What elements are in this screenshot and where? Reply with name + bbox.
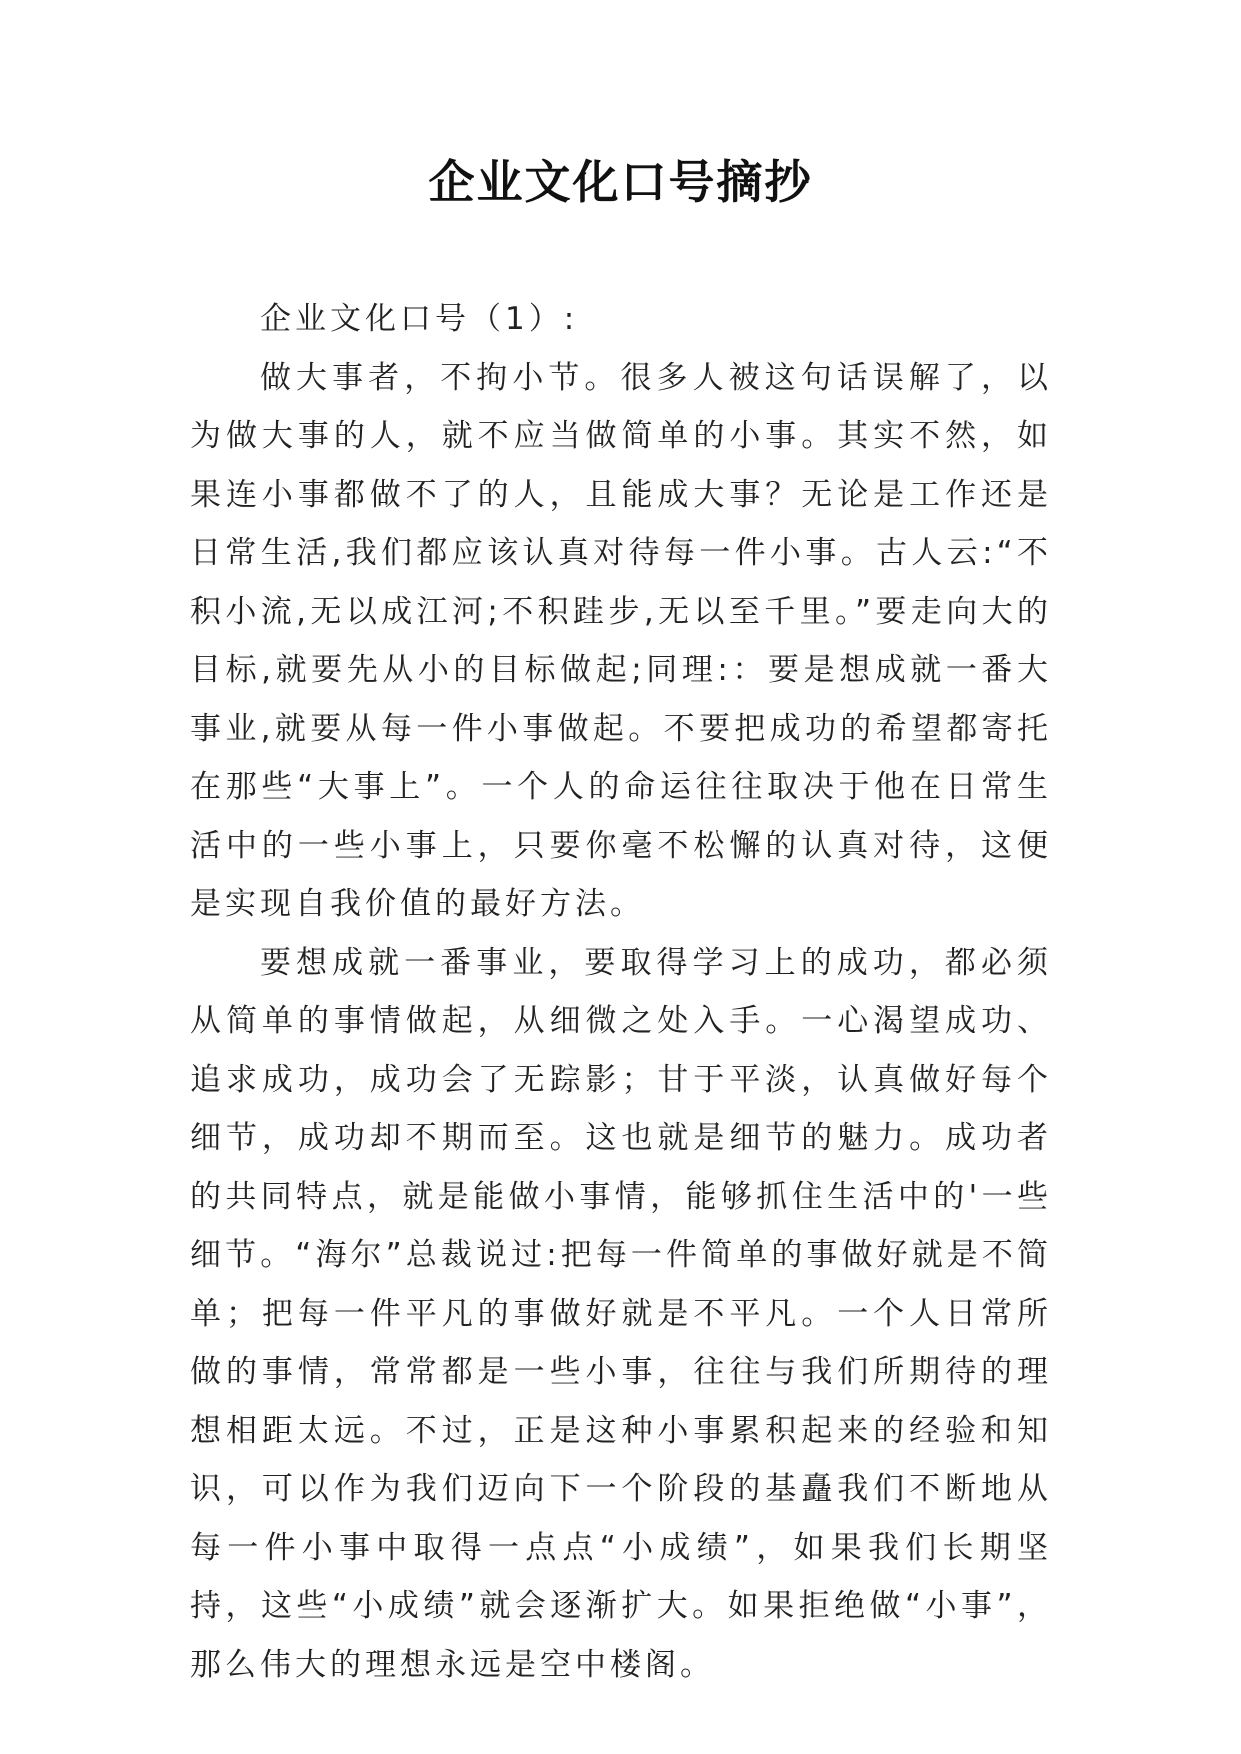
document-title: 企业文化口号摘抄 — [428, 155, 813, 209]
document-body — [190, 290, 1052, 1694]
paragraph: 要想成就一番事业，要取得学习上的成功，都必须从简单的事情做起，从细微之处入手。一心渴望成功、追求成功，成功会了无踪影；甘于平淡，认真做好每个细节，成功却不期而至。这也就是细节的魅力。成功者的共同特点，就是能做小事情，能够抓住生活中的'一些细节。“海尔”总裁说过:把每一件简单的事做好就是不简单；把每一件平凡的事做好就是不平凡。一个人日常所做的事情，常常都是一些小事，往往与我们所期待的理想相距太远。不过，正是这种小事累积起来的经验和知识，可以作为我们迈向下一个阶段的基矗我们不断地从每一件小事中取得一点点“小成绩”，如果我们长期坚持，这些“小成绩”就会逐渐扩大。如果拒绝做“小事”，那么伟大的理想永远是空中楼阁。 — [190, 944, 1052, 1683]
paragraph: 做大事者，不拘小节。很多人被这句话误解了，以为做大事的人，就不应当做简单的小事。其实不然，如果连小事都做不了的人，且能成大事？无论是工作还是日常生活,我们都应该认真对待每一件小事。古人云:“不积小流,无以成江河;不积跬步,无以至千里。”要走向大的目标,就要先从小的目标做起;同理:：要是想成就一番大事业,就要从每一件小事做起。不要把成功的希望都寄托在那些“大事上”。一个人的命运往往取决于他在日常生活中的一些小事上，只要你毫不松懈的认真对待，这便是实现自我价值的最好方法。 — [190, 359, 1052, 922]
paragraph-heading: 企业文化口号（1）: — [260, 301, 579, 337]
